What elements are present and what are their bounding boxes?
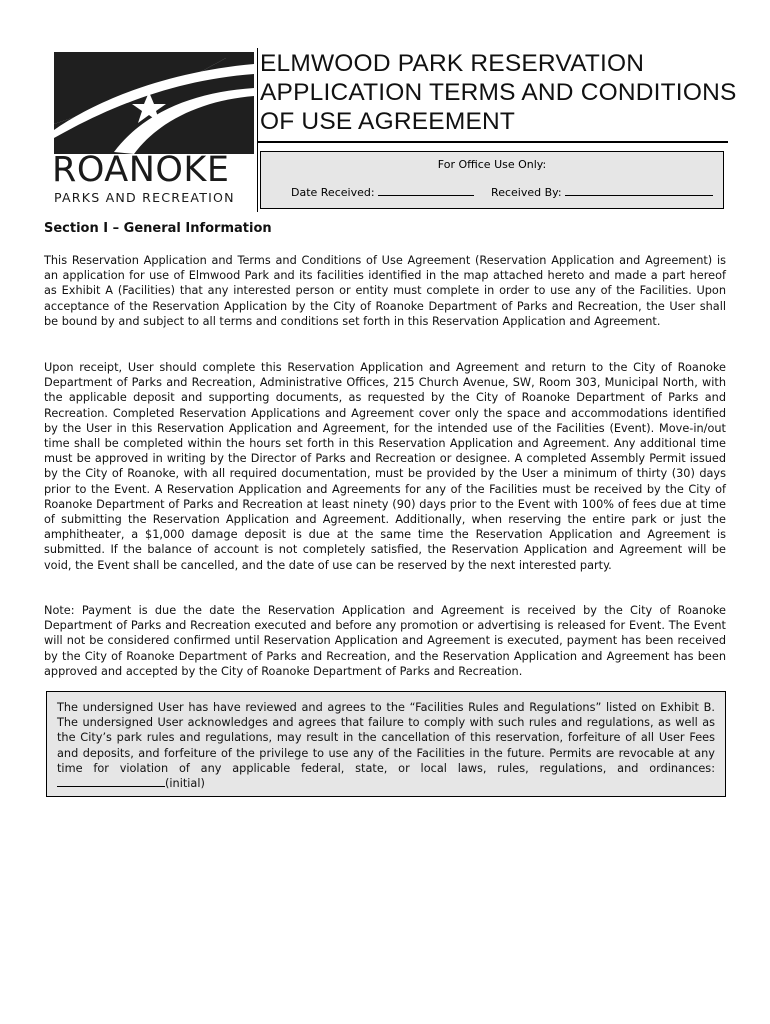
mountain-star-logo-icon xyxy=(54,52,254,154)
title-rule xyxy=(258,141,728,143)
acknowledgment-text: The undersigned User has have reviewed and agrees to the “Facilities Rules and Regulations” listed on Exhibit B. The undersigned User acknowledges and agrees that failure to comply with such rules and regulations, as well as the City’s park rules and regulations, may result in the cancellation of this reservation, forfeiture of all User Fees and deposits, and forfeiture of the privilege to use any of the Facilities in the future. Permits are revocable at any time for violation of any applicable federal, state, or local laws, rules, regulations, and ordinances: xyxy=(57,701,715,775)
acknowledgment-box xyxy=(46,691,726,797)
office-use-heading: For Office Use Only: xyxy=(437,158,547,171)
document-title: ELMWOOD PARK RESERVATION APPLICATION TERMS AND CONDITIONS OF USE AGREEMENT xyxy=(260,50,737,135)
received-by-label: Received By: xyxy=(491,186,562,199)
logo-tagline: PARKS AND RECREATION xyxy=(54,190,235,205)
received-by-field[interactable] xyxy=(565,185,713,196)
section-heading: Section I – General Information xyxy=(44,221,272,236)
office-use-fields xyxy=(291,185,713,199)
date-received-field[interactable] xyxy=(378,185,474,196)
paragraph-intro: This Reservation Application and Terms and Conditions of Use Agreement (Reservation Application and Agreement) is an application for use of Elmwood Park and its facilities identified in the map attached hereto and made a part hereof as Exhibit A (Facilities) that any interested person or entity must complete in order to use any of the Facilities. Upon acceptance of the Reservation Application by the City of Roanoke Department of Parks and Recreation, the User shall be bound by and subject to all terms and conditions set forth in this Reservation Application and Agreement. xyxy=(44,254,726,328)
logo-name: ROANOKE xyxy=(52,150,230,190)
roanoke-logo xyxy=(46,48,256,218)
paragraph-procedure: Upon receipt, User should complete this Reservation Application and Agreement and return to the City of Roanoke Department of Parks and Recreation, Administrative Offices, 215 Church Avenue, SW, Room 303, Municipal North, with the applicable deposit and supporting documents, as requested by the City of Roanoke Department of Parks and Recreation. Completed Reservation Applications and Agreement cover only the space and accommodations identified by the User in this Reservation Application and Agreement, for the intended use of the Facilities (Event). Move-in/out time shall be completed within the hours set forth in this Reservation Application and Agreement. Any additional time must be approved in writing by the Director of Parks and Recreation or designee. A completed Assembly Permit issued by the City of Roanoke, with all required documentation, must be provided by the User a minimum of thirty (30) days prior to the Event. A Reservation Application and Agreements for any of the Facilities must be received by the City of Roanoke Department of Parks and Recreation at least ninety (90) days prior to the Event with 100% of fees due at time of submitting the Reservation Application and Agreement. Additionally, when reserving the entire park or just the amphitheater, a $1,000 damage deposit is due at the same time the Reservation Application and Agreement is submitted. If the balance of account is not completely satisfied, the Reservation Application and Agreement will be void, the Event shall be cancelled, and the date of use can be reserved by the next interested party. xyxy=(44,361,726,572)
date-received-label: Date Received: xyxy=(291,186,375,199)
office-use-box xyxy=(260,151,724,209)
header-divider xyxy=(257,48,258,212)
initial-field[interactable] xyxy=(57,776,165,787)
paragraph-payment-note: Note: Payment is due the date the Reservation Application and Agreement is received by the City of Roanoke Department of Parks and Recreation executed and before any promotion or advertising is released for Event. The Event will not be considered confirmed until Reservation Application and Agreement is executed, payment has been received by the City of Roanoke Department of Parks and Recreation, and the Reservation Application and Agreement has been approved and accepted by the City of Roanoke Department of Parks and Recreation. xyxy=(44,604,726,678)
initial-label: (initial) xyxy=(165,777,205,791)
